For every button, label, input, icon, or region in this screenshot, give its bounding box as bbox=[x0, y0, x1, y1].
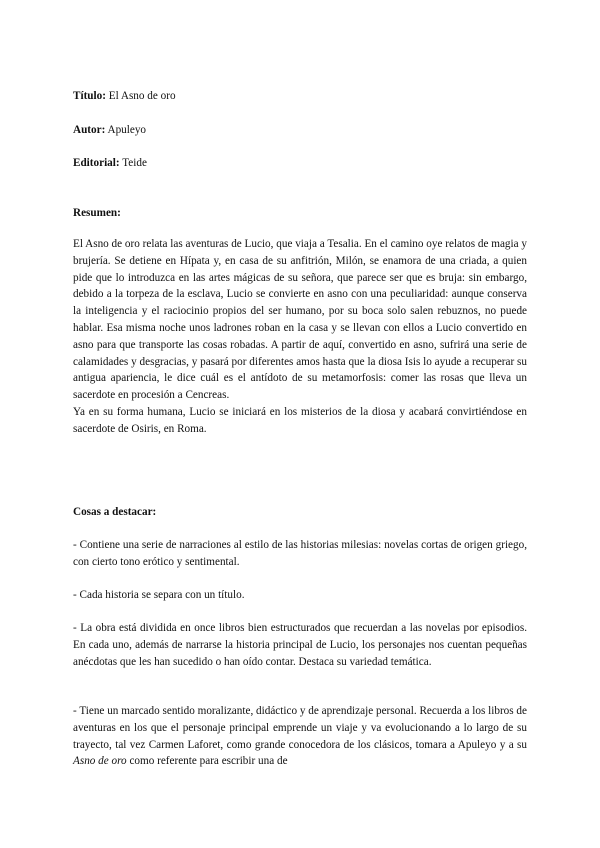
title-value: El Asno de oro bbox=[108, 90, 176, 102]
author-label: Autor: bbox=[73, 124, 106, 136]
highlight-item-3: - La obra está dividida en once libros bien estructurados que recuerdan a las novelas por episodios. En cada uno, además de narrarse la historia principal de Lucio, los personajes nos cuentan pequeñas anécdotas que les han sucedido o han oído contar. Destaca su variedad temática. bbox=[73, 622, 527, 668]
publisher-value: Teide bbox=[122, 157, 147, 169]
highlight-item-4 bbox=[73, 703, 527, 770]
title-field bbox=[73, 89, 176, 103]
highlight-item-2: - Cada historia se separa con un título. bbox=[73, 589, 245, 601]
summary-heading bbox=[73, 206, 121, 220]
publisher-field bbox=[73, 156, 147, 170]
summary-heading-text: Resumen: bbox=[73, 207, 121, 219]
highlight-item-4-text-a: - Tiene un marcado sentido moralizante, didáctico y de aprendizaje personal. Recuerda a los libros de aventuras en los que el personaje principal emprende un viaje y va evolucionando a lo largo de su trayecto, tal vez Carmen Laforet, como grande conocedora de los clásicos, tomara a Apuleyo y a su bbox=[73, 705, 527, 751]
highlight-item-4-book-title: Asno de oro bbox=[73, 755, 127, 768]
publisher-label: Editorial: bbox=[73, 157, 120, 169]
author-field bbox=[73, 123, 146, 137]
highlights-heading-text: Cosas a destacar: bbox=[73, 506, 157, 518]
highlight-item-4-text-b: como referente para escribir una de bbox=[129, 755, 288, 768]
title-label: Título: bbox=[73, 90, 106, 102]
summary-paragraph-1: El Asno de oro relata las aventuras de Lucio, que viaja a Tesalia. En el camino oye relatos de magia y brujería. Se detiene en Hípata y, en casa de su anfitrión, Milón, se enamora de una criada, a quien pide que lo introduzca en las artes mágicas de su señora, que parece ser que es bruja: sin embargo, debido a la torpeza de la esclava, Lucio se convierte en asno con una peculiaridad: aunque conserva la inteligencia y el raciocinio propios del ser humano, por su boca solo salen rebuznos, no puede hablar. Esa misma noche unos ladrones roban en la casa y se llevan con ellos a Lucio convertido en asno para que transporte las cosas robadas. A partir de aquí, convertido en asno, sufrirá una serie de calamidades y desgracias, y pasará por diferentes amos hasta que la diosa Isis lo ayude a recuperar su antigua apariencia, le dice cuál es el antídoto de su metamorfosis: comer las rosas que lleva un sacerdote en procesión a Cencreas. bbox=[73, 238, 527, 402]
highlight-item-1: - Contiene una serie de narraciones al estilo de las historias milesias: novelas cortas de origen griego, con cierto tono erótico y sentimental. bbox=[73, 539, 527, 568]
summary-body bbox=[73, 236, 527, 438]
author-value: Apuleyo bbox=[107, 124, 147, 136]
summary-paragraph-2: Ya en su forma humana, Lucio se iniciará en los misterios de la diosa y acabará convirtiéndose en sacerdote de Osiris, en Roma. bbox=[73, 405, 527, 435]
highlights-heading bbox=[73, 505, 156, 519]
